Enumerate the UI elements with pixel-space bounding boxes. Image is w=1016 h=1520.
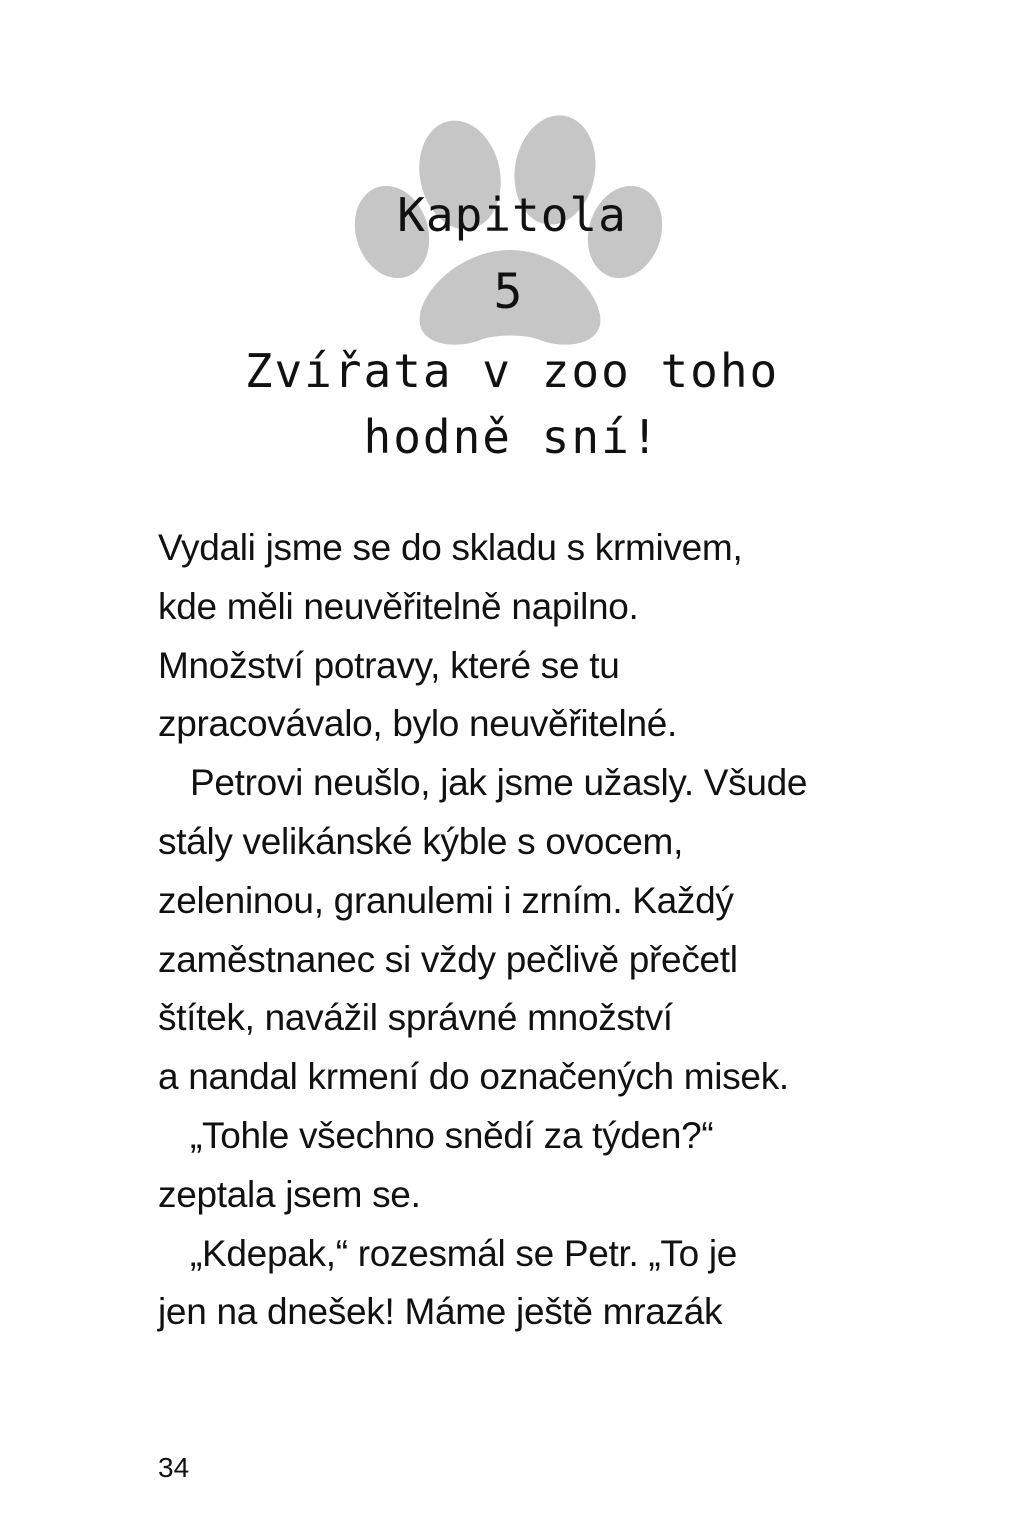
text-line: jen na dnešek! Máme ještě mrazák [158, 1291, 723, 1333]
text-line: štítek, navážil správné množství [158, 997, 673, 1039]
chapter-number: 5 [493, 264, 523, 320]
text-line: stály velikánské kýble s ovocem, [158, 820, 684, 862]
text-line: „Tohle všechno snědí za týden?“ [190, 1114, 714, 1156]
text-line: zpracovávalo, bylo neuvěřitelné. [158, 703, 677, 745]
text-line: zeleninou, granulemi i zrním. Každý [158, 879, 734, 921]
text-line: Množství potravy, které se tu [158, 644, 620, 686]
text-line: Petrovi neušlo, jak jsme užasly. Všude [190, 762, 808, 804]
chapter-body-text [158, 519, 898, 1342]
chapter-title-line-1: Zvířata v zoo toho [244, 344, 780, 398]
text-line: kde měli neuvěřitelně napilno. [158, 585, 639, 627]
chapter-title [132, 338, 892, 470]
text-line: zaměstnanec si vždy pečlivě přečetl [158, 938, 738, 980]
text-line: Vydali jsme se do skladu s krmivem, [158, 527, 743, 568]
chapter-title-line-2: hodně sní! [363, 410, 661, 464]
chapter-label: Kapitola [397, 188, 627, 242]
page-number: 34 [158, 1452, 190, 1483]
text-line: a nandal krmení do označených misek. [158, 1056, 789, 1098]
text-line: zeptala jsem se. [158, 1173, 421, 1215]
text-line: „Kdepak,“ rozesmál se Petr. „To je [190, 1232, 738, 1274]
